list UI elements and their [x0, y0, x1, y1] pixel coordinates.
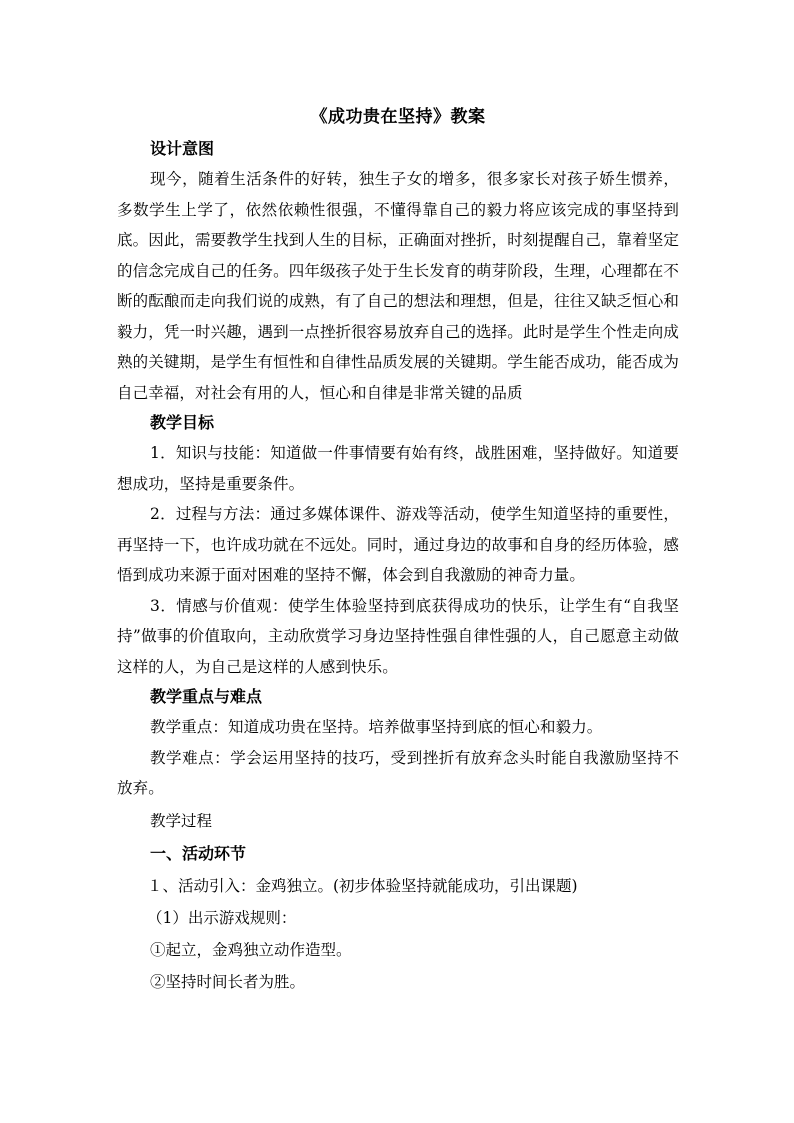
process-heading: 教学过程: [150, 811, 213, 830]
game-rule-1: ①起立，金鸡独立动作造型。: [150, 940, 352, 959]
document-title: 《成功贵在坚持》教案: [310, 107, 486, 127]
objective-item-3: 3．情感与价值观：使学生体验坚持到底获得成功的快乐，让学生有“自我坚持”做事的价值取向，主动欣赏学习身边坚持性强自律性强的人，自己愿意主动做这样的人，为自己是这样的人感到快乐。: [117, 596, 679, 676]
teaching-focus: 教学重点：知道成功贵在坚持。培养做事坚持到底的恒心和毅力。: [150, 718, 603, 736]
game-rules-heading: （1）出示游戏规则：: [147, 908, 297, 927]
objective-item-1: 1．知识与技能：知道做一件事情要有始有终，战胜困难，坚持做好。知道要想成功，坚持是重要条件。: [117, 444, 679, 493]
design-intent-heading: 设计意图: [150, 139, 215, 158]
game-rule-2: ②坚持时间长者为胜。: [150, 972, 306, 991]
objectives-heading: 教学目标: [150, 413, 215, 432]
activity-step-1: １、活动引入：金鸡独立。(初步体验坚持就能成功，引出课题): [147, 876, 578, 895]
objective-item-2: 2．过程与方法：通过多媒体课件、游戏等活动，使学生知道坚持的重要性，再坚持一下，也许成功就在不远处。同时，通过身边的故事和自身的经历体验，感悟到成功来源于面对困难的坚持不懈，体会到自我激励的神奇力量。: [117, 505, 679, 584]
activity-section-heading: 一、活动环节: [150, 843, 247, 863]
key-points-heading: 教学重点与难点: [150, 687, 263, 706]
teaching-difficulty: 教学难点：学会运用坚持的技巧，受到挫折有放弃念头时能自我激励坚持不放弃。: [117, 748, 679, 797]
design-intent-body: 现今，随着生活条件的好转，独生子女的增多，很多家长对孩子娇生惯养，多数学生上学了，依然依赖性很强，不懂得靠自己的毅力将应该完成的事坚持到底。因此，需要教学生找到人生的目标，正确面对挫折，时刻提醒自己，靠着坚定的信念完成自己的任务。四年级孩子处于生长发育的萌芽阶段，生理，心理都在不断的酝酿而走向我们说的成熟，有了自己的想法和理想，但是，往往又缺乏恒心和毅力，凭一时兴趣，遇到一点挫折很容易放弃自己的选择。此时是学生个性走向成熟的关键期，是学生有恒性和自律性品质发展的关键期。学生能否成功，能否成为自己幸福，对社会有用的人，恒心和自律是非常关键的品质: [117, 170, 679, 402]
document-page: [117, 102, 679, 998]
